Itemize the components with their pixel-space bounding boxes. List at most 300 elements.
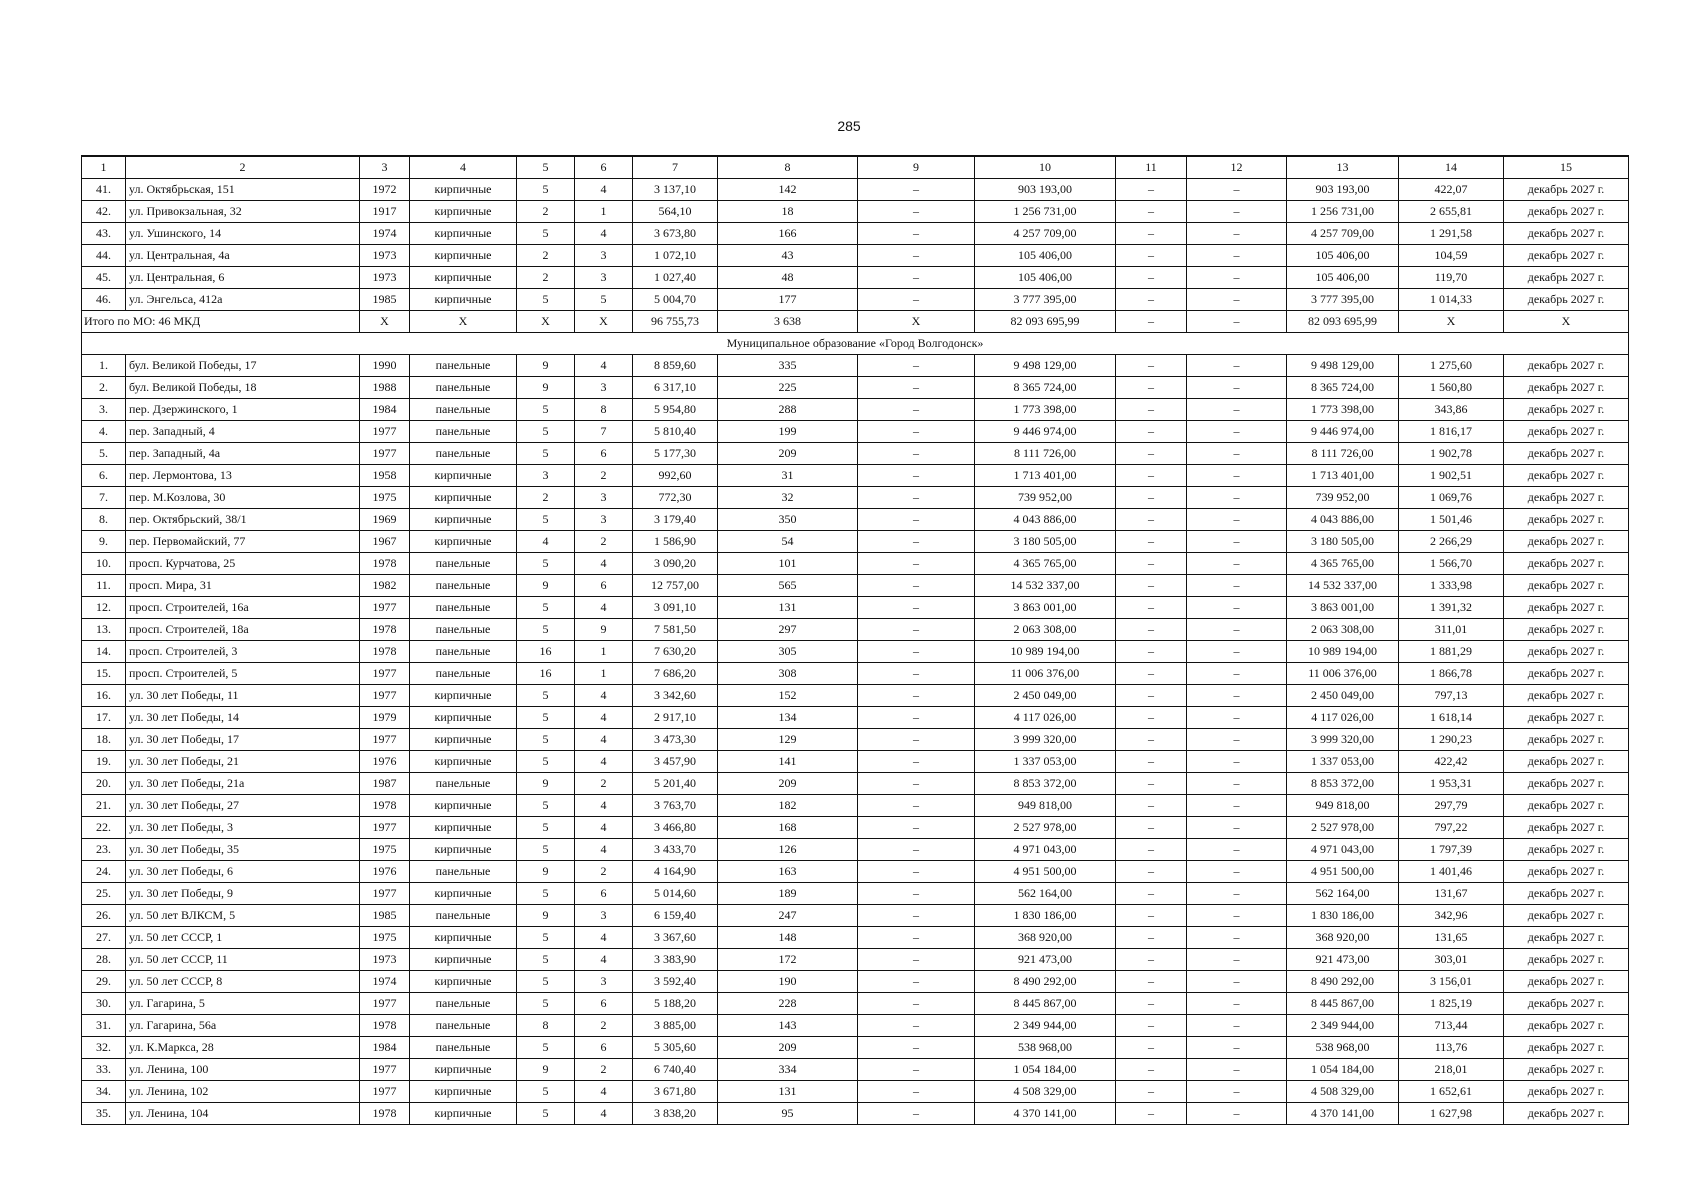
total-label: Итого по МО: 46 МКД [82,310,360,332]
table-cell: 1977 [360,1080,410,1102]
table-cell: 26. [82,904,126,926]
table-cell: 3 342,60 [633,684,718,706]
table-cell: декабрь 2027 г. [1504,200,1629,222]
table-row [82,1036,1629,1058]
table-cell: 4 971 043,00 [1287,838,1399,860]
table-cell: декабрь 2027 г. [1504,464,1629,486]
table-cell: 6 317,10 [633,376,718,398]
table-cell: 12. [82,596,126,618]
section-title: Муниципальное образование «Город Волгодонск» [82,332,1629,354]
total-cell: X [1504,310,1629,332]
table-cell: кирпичные [410,200,517,222]
table-cell: 1978 [360,640,410,662]
table-cell: – [1187,464,1287,486]
table-cell: 3 671,80 [633,1080,718,1102]
table-cell: 218,01 [1399,1058,1504,1080]
table-cell: 11. [82,574,126,596]
table-cell: 1 [575,640,633,662]
address-cell: ул. 30 лет Победы, 21а [126,772,360,794]
table-row [82,640,1629,662]
table-cell: – [858,288,975,310]
address-cell: ул. Гагарина, 5 [126,992,360,1014]
table-cell: – [1116,244,1187,266]
table-cell: 4 [575,816,633,838]
table-cell: панельные [410,574,517,596]
table-cell: 713,44 [1399,1014,1504,1036]
table-cell: 35. [82,1102,126,1124]
table-cell: 1917 [360,200,410,222]
table-cell: – [1187,1102,1287,1124]
table-cell: 20. [82,772,126,794]
table-cell: 3. [82,398,126,420]
table-cell: 5 [517,970,575,992]
table-cell: 2 [517,244,575,266]
table-cell: – [1116,266,1187,288]
table-cell: декабрь 2027 г. [1504,948,1629,970]
table-cell: кирпичные [410,288,517,310]
table-cell: – [858,442,975,464]
table-cell: кирпичные [410,244,517,266]
table-cell: 1969 [360,508,410,530]
table-cell: 564,10 [633,200,718,222]
address-cell: ул. 50 лет ВЛКСМ, 5 [126,904,360,926]
table-cell: – [858,816,975,838]
table-cell: – [858,838,975,860]
table-cell: кирпичные [410,706,517,728]
table-cell: 5 014,60 [633,882,718,904]
table-cell: 31 [718,464,858,486]
table-cell: декабрь 2027 г. [1504,794,1629,816]
table-cell: 8 853 372,00 [1287,772,1399,794]
table-cell: 3 863 001,00 [975,596,1116,618]
table-cell: – [1187,486,1287,508]
table-cell: – [1116,486,1187,508]
table-cell: панельные [410,596,517,618]
table-row [82,970,1629,992]
column-header: 7 [633,156,718,178]
table-cell: 5 188,20 [633,992,718,1014]
table-cell: панельные [410,904,517,926]
table-cell: панельные [410,992,517,1014]
table-cell: 24. [82,860,126,882]
table-cell: 2 655,81 [1399,200,1504,222]
table-cell: декабрь 2027 г. [1504,772,1629,794]
table-cell: – [1187,860,1287,882]
total-cell: X [410,310,517,332]
address-cell: просп. Курчатова, 25 [126,552,360,574]
table-cell: 1976 [360,750,410,772]
table-cell: – [1116,816,1187,838]
table-cell: 152 [718,684,858,706]
table-cell: 17. [82,706,126,728]
table-cell: 45. [82,266,126,288]
table-cell: 166 [718,222,858,244]
table-cell: – [858,1014,975,1036]
table-cell: – [1116,464,1187,486]
table-cell: 2 [575,530,633,552]
table-cell: декабрь 2027 г. [1504,596,1629,618]
table-cell: 5 [517,618,575,640]
table-cell: 8 111 726,00 [975,442,1116,464]
table-cell: декабрь 2027 г. [1504,222,1629,244]
table-cell: кирпичные [410,926,517,948]
table-cell: 9 498 129,00 [1287,354,1399,376]
total-cell: X [517,310,575,332]
table-cell: 9 [517,772,575,794]
table-cell: 3 [575,508,633,530]
table-cell: 4 [575,222,633,244]
table-cell: – [1116,992,1187,1014]
table-cell: 9 [517,860,575,882]
table-cell: 209 [718,442,858,464]
table-cell: 27. [82,926,126,948]
address-cell: пер. Октябрьский, 38/1 [126,508,360,530]
table-cell: 1990 [360,354,410,376]
table-cell: декабрь 2027 г. [1504,266,1629,288]
address-cell: пер. Первомайский, 77 [126,530,360,552]
table-cell: 297,79 [1399,794,1504,816]
table-cell: 8 [575,398,633,420]
table-cell: декабрь 2027 г. [1504,354,1629,376]
table-row [82,486,1629,508]
table-cell: 134 [718,706,858,728]
table-cell: 772,30 [633,486,718,508]
table-cell: декабрь 2027 г. [1504,552,1629,574]
table-cell: 131 [718,596,858,618]
table-cell: 7 [575,420,633,442]
column-header: 11 [1116,156,1187,178]
table-cell: 1974 [360,970,410,992]
table-cell: – [858,992,975,1014]
table-row [82,266,1629,288]
table-cell: 4 [575,596,633,618]
table-cell: 1985 [360,288,410,310]
table-cell: – [1187,882,1287,904]
table-cell: – [1187,772,1287,794]
table-cell: 1975 [360,926,410,948]
table-cell: – [1116,376,1187,398]
housing-table [81,155,1629,1125]
table-cell: – [1116,926,1187,948]
table-row [82,222,1629,244]
table-cell: 131 [718,1080,858,1102]
table-row [82,376,1629,398]
table-cell: 903 193,00 [1287,178,1399,200]
table-cell: 3 433,70 [633,838,718,860]
table-cell: панельные [410,772,517,794]
column-header: 2 [126,156,360,178]
address-cell: пер. Западный, 4 [126,420,360,442]
table-cell: – [858,596,975,618]
table-cell: 105 406,00 [1287,244,1399,266]
table-cell: 5 201,40 [633,772,718,794]
address-cell: ул. Энгельса, 412а [126,288,360,310]
table-cell: 5 [517,750,575,772]
table-cell: 28. [82,948,126,970]
table-cell: 1 881,29 [1399,640,1504,662]
table-cell: – [1187,596,1287,618]
total-cell: – [1187,310,1287,332]
table-cell: 1973 [360,266,410,288]
table-cell: 3 592,40 [633,970,718,992]
table-cell: 6 [575,992,633,1014]
table-cell: 1975 [360,838,410,860]
table-cell: 16 [517,662,575,684]
table-cell: 228 [718,992,858,1014]
table-cell: 6 [575,882,633,904]
table-cell: 5 810,40 [633,420,718,442]
table-cell: – [858,552,975,574]
table-cell: 1978 [360,552,410,574]
address-cell: ул. 30 лет Победы, 14 [126,706,360,728]
table-cell: 199 [718,420,858,442]
table-cell: 43 [718,244,858,266]
table-cell: 1 391,32 [1399,596,1504,618]
table-row [82,200,1629,222]
table-cell: – [1116,1014,1187,1036]
table-cell: 1 337 053,00 [975,750,1116,772]
table-cell: 34. [82,1080,126,1102]
table-cell: – [1116,662,1187,684]
table-cell: 225 [718,376,858,398]
table-cell: 4 257 709,00 [1287,222,1399,244]
table-cell: – [858,882,975,904]
table-cell: 8 490 292,00 [1287,970,1399,992]
table-row [82,728,1629,750]
table-cell: – [1187,926,1287,948]
table-cell: 177 [718,288,858,310]
table-cell: декабрь 2027 г. [1504,838,1629,860]
table-cell: – [858,904,975,926]
address-cell: просп. Строителей, 16а [126,596,360,618]
table-cell: – [1116,860,1187,882]
table-cell: – [1187,552,1287,574]
table-cell: 3 863 001,00 [1287,596,1399,618]
table-cell: 5. [82,442,126,464]
table-cell: 308 [718,662,858,684]
total-cell: X [1399,310,1504,332]
table-row [82,508,1629,530]
table-cell: 4 [575,552,633,574]
table-cell: – [1116,904,1187,926]
table-cell: 8 365 724,00 [1287,376,1399,398]
table-cell: 1 652,61 [1399,1080,1504,1102]
table-cell: 3 137,10 [633,178,718,200]
table-cell: 949 818,00 [1287,794,1399,816]
table-cell: 8 111 726,00 [1287,442,1399,464]
table-cell: декабрь 2027 г. [1504,244,1629,266]
table-cell: 4 117 026,00 [1287,706,1399,728]
column-header: 14 [1399,156,1504,178]
table-cell: – [1187,442,1287,464]
table-cell: 3 090,20 [633,552,718,574]
address-cell: ул. 30 лет Победы, 11 [126,684,360,706]
table-cell: 1 275,60 [1399,354,1504,376]
table-cell: 143 [718,1014,858,1036]
table-cell: – [1116,420,1187,442]
table-cell: 10 989 194,00 [975,640,1116,662]
table-cell: 538 968,00 [975,1036,1116,1058]
table-cell: 1979 [360,706,410,728]
table-cell: 8 445 867,00 [1287,992,1399,1014]
table-cell: 1975 [360,486,410,508]
table-cell: 2 [575,772,633,794]
table-cell: – [1116,222,1187,244]
table-cell: кирпичные [410,794,517,816]
table-row [82,288,1629,310]
table-cell: 1 627,98 [1399,1102,1504,1124]
header-row [82,156,1629,178]
table-row [82,530,1629,552]
column-header: 3 [360,156,410,178]
table-row [82,354,1629,376]
table-cell: кирпичные [410,1058,517,1080]
table-cell: 15. [82,662,126,684]
table-cell: 2 [517,486,575,508]
address-cell: ул. Центральная, 4а [126,244,360,266]
table-row [82,552,1629,574]
table-cell: 4 [575,178,633,200]
table-cell: – [858,464,975,486]
table-cell: – [1187,816,1287,838]
table-cell: 12 757,00 [633,574,718,596]
table-cell: декабрь 2027 г. [1504,816,1629,838]
table-cell: – [1187,750,1287,772]
table-cell: 1 560,80 [1399,376,1504,398]
table-cell: 4 [575,728,633,750]
table-cell: – [1187,178,1287,200]
table-cell: 1 069,76 [1399,486,1504,508]
table-cell: 126 [718,838,858,860]
table-cell: 1977 [360,1058,410,1080]
table-row [82,398,1629,420]
table-cell: 3 777 395,00 [1287,288,1399,310]
table-cell: 4 370 141,00 [1287,1102,1399,1124]
table-cell: 22. [82,816,126,838]
table-cell: кирпичные [410,464,517,486]
table-cell: 6 740,40 [633,1058,718,1080]
table-cell: 105 406,00 [975,266,1116,288]
table-cell: 5 004,70 [633,288,718,310]
table-cell: 1 953,31 [1399,772,1504,794]
table-cell: панельные [410,860,517,882]
table-cell: – [1116,1036,1187,1058]
table-cell: 9 [517,574,575,596]
table-cell: – [1116,772,1187,794]
table-cell: – [1187,794,1287,816]
table-cell: – [858,1102,975,1124]
table-cell: 4 [575,926,633,948]
table-cell: – [858,200,975,222]
table-cell: 1973 [360,948,410,970]
table-cell: – [1116,596,1187,618]
table-cell: 5 [517,794,575,816]
table-row [82,618,1629,640]
table-cell: панельные [410,552,517,574]
table-cell: 2 349 944,00 [975,1014,1116,1036]
table-cell: 5 [517,442,575,464]
table-cell: 3 838,20 [633,1102,718,1124]
table-cell: 311,01 [1399,618,1504,640]
table-cell: – [858,794,975,816]
table-cell: – [1116,794,1187,816]
table-cell: 9 [575,618,633,640]
table-cell: 104,59 [1399,244,1504,266]
table-cell: 739 952,00 [975,486,1116,508]
table-cell: декабрь 2027 г. [1504,904,1629,926]
table-cell: 43. [82,222,126,244]
table-cell: 8 859,60 [633,354,718,376]
table-cell: – [1116,354,1187,376]
table-row [82,772,1629,794]
table-cell: 5 [517,1036,575,1058]
total-cell: X [360,310,410,332]
table-cell: 288 [718,398,858,420]
table-cell: – [1187,420,1287,442]
table-cell: 8. [82,508,126,530]
table-cell: 6 [575,442,633,464]
table-cell: 538 968,00 [1287,1036,1399,1058]
table-cell: 172 [718,948,858,970]
table-row [82,1014,1629,1036]
table-cell: 4 370 141,00 [975,1102,1116,1124]
table-cell: 5 [517,882,575,904]
table-cell: 1974 [360,222,410,244]
table-cell: 6. [82,464,126,486]
table-cell: 903 193,00 [975,178,1116,200]
table-row [82,992,1629,1014]
table-cell: 1978 [360,618,410,640]
table-cell: 32 [718,486,858,508]
table-cell: 113,76 [1399,1036,1504,1058]
table-cell: панельные [410,354,517,376]
table-row [82,662,1629,684]
table-cell: – [858,684,975,706]
table-cell: 3 673,80 [633,222,718,244]
table-cell: 1 902,51 [1399,464,1504,486]
table-cell: 5 [517,838,575,860]
table-cell: – [1116,178,1187,200]
table-cell: 1 825,19 [1399,992,1504,1014]
table-cell: 41. [82,178,126,200]
table-cell: 5 305,60 [633,1036,718,1058]
table-cell: 4 365 765,00 [1287,552,1399,574]
address-cell: пер. М.Козлова, 30 [126,486,360,508]
table-cell: 2 450 049,00 [1287,684,1399,706]
table-cell: 1 291,58 [1399,222,1504,244]
table-cell: 5 [517,992,575,1014]
table-cell: 1977 [360,882,410,904]
address-cell: бул. Великой Победы, 18 [126,376,360,398]
table-cell: 18 [718,200,858,222]
table-cell: декабрь 2027 г. [1504,178,1629,200]
table-cell: 129 [718,728,858,750]
table-cell: 23. [82,838,126,860]
table-cell: 2 349 944,00 [1287,1014,1399,1036]
table-cell: 1 333,98 [1399,574,1504,596]
table-cell: 46. [82,288,126,310]
table-cell: декабрь 2027 г. [1504,992,1629,1014]
table-cell: 297 [718,618,858,640]
address-cell: просп. Строителей, 3 [126,640,360,662]
table-cell: – [1187,222,1287,244]
table-cell: 2 [517,200,575,222]
table-cell: 32. [82,1036,126,1058]
table-cell: 1 713 401,00 [975,464,1116,486]
table-cell: 9 446 974,00 [1287,420,1399,442]
table-cell: – [1187,244,1287,266]
table-cell: – [1187,706,1287,728]
